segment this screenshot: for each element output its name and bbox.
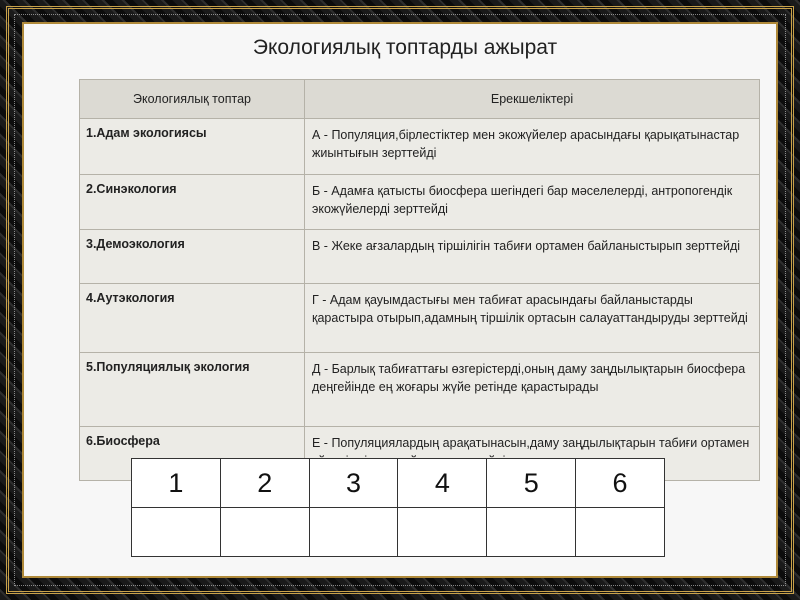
- answer-cell[interactable]: [398, 508, 487, 557]
- answer-grid: [131, 458, 665, 557]
- answer-number: 5: [487, 459, 576, 508]
- group-name: 1.Адам экологиясы: [80, 119, 305, 175]
- answer-number: 6: [576, 459, 665, 508]
- group-description: А - Популяция,бірлестіктер мен экожүйелер арасындағы қарықатынастар жиынтығын зерттейді: [305, 119, 760, 175]
- group-description: В - Жеке ағзалардың тіршілігін табиғи ортамен байланыстырып зерттейді: [305, 230, 760, 284]
- table-row: [80, 284, 760, 353]
- table-row: [80, 353, 760, 427]
- table-row: [80, 230, 760, 284]
- group-description: Е - Популяциялардың арақатынасын,даму заңдылықтарын табиғи ортамен: [305, 427, 760, 481]
- answer-number: 4: [398, 459, 487, 508]
- group-description: Г - Адам қауымдастығы мен табиғат арасындағы байланыстарды қарастыра отырып,адамның тіршілік ортасын салауаттандыруды зерттейді: [305, 284, 760, 353]
- header-features: Ерекшеліктері: [305, 80, 760, 119]
- table-row: [80, 175, 760, 230]
- group-description: Д - Барлық табиғаттағы өзгерістерді,оның даму заңдылықтарын биосфера деңгейінде ең жоғары жүйе ретінде қарастырады: [305, 353, 760, 427]
- ecology-groups-table: [79, 79, 760, 481]
- group-name: 2.Синэкология: [80, 175, 305, 230]
- table-header-row: [80, 80, 760, 119]
- group-name: 3.Демоэкология: [80, 230, 305, 284]
- slide-title: Экологиялық топтарды ажырат: [252, 36, 558, 59]
- slide: [24, 24, 776, 576]
- group-name: 4.Аутэкология: [80, 284, 305, 353]
- answer-cell[interactable]: [220, 508, 309, 557]
- header-groups: Экологиялық топтар: [80, 80, 305, 119]
- group-name: 5.Популяциялық экология: [80, 353, 305, 427]
- group-description: Б - Адамға қатысты биосфера шегіндегі бар мәселелерді, антропогендік экожүйелерді зерттейді: [305, 175, 760, 230]
- answer-cell[interactable]: [487, 508, 576, 557]
- answer-number: 1: [132, 459, 221, 508]
- answer-cell[interactable]: [309, 508, 398, 557]
- answer-number-row: [132, 459, 665, 508]
- answer-cell[interactable]: [132, 508, 221, 557]
- table-row: [80, 119, 760, 175]
- group-name: 6.Биосфера: [80, 427, 305, 481]
- answer-blank-row: [132, 508, 665, 557]
- answer-number: 3: [309, 459, 398, 508]
- answer-cell[interactable]: [576, 508, 665, 557]
- answer-number: 2: [220, 459, 309, 508]
